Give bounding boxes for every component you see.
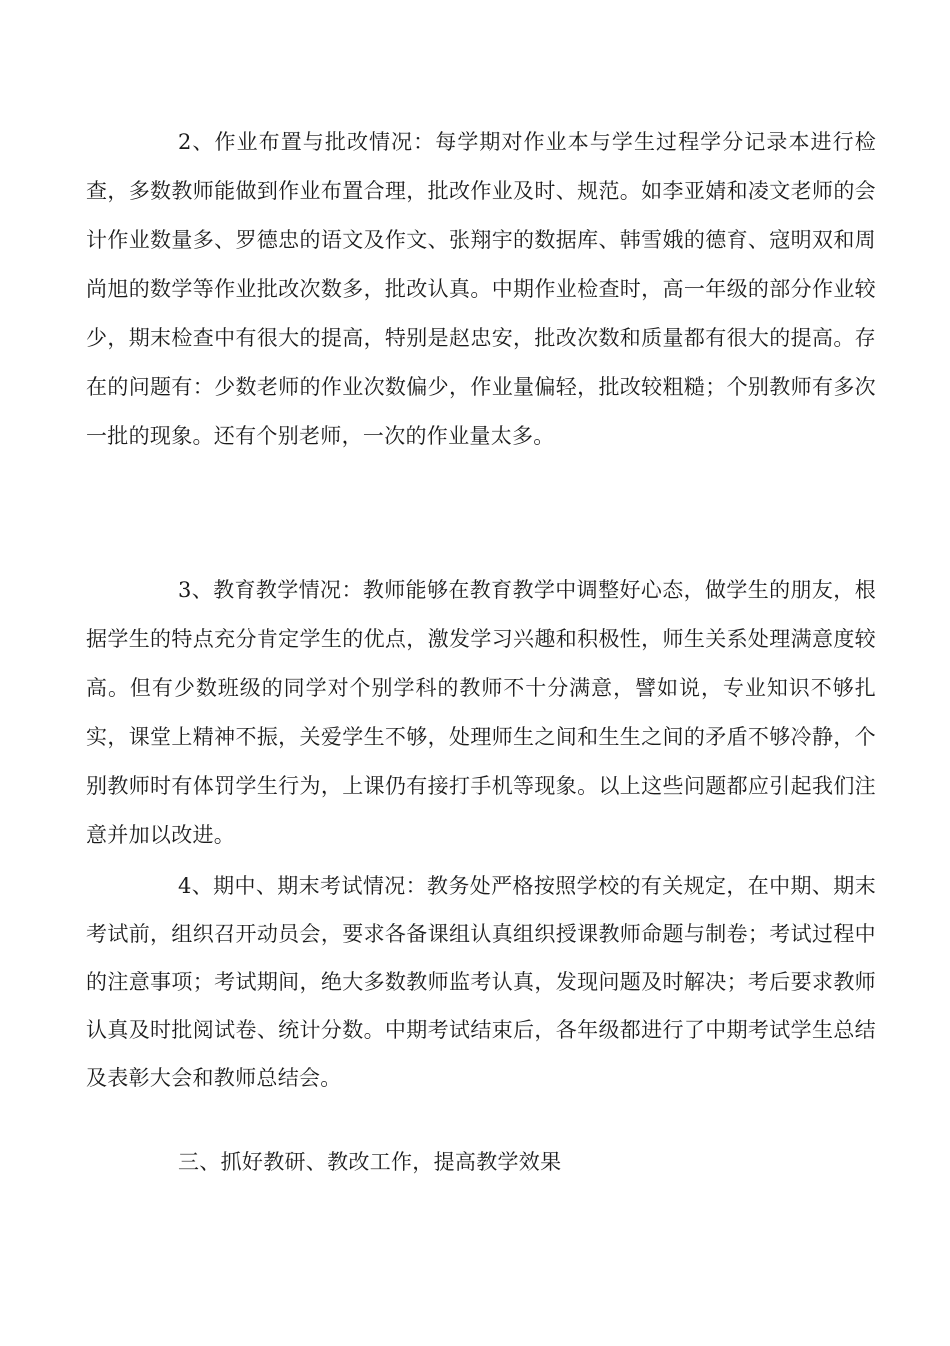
section-heading-research: 三、抓好教研、教改工作，提高教学效果 [178, 1150, 562, 1174]
paragraph-homework: 2、作业布置与批改情况：每学期对作业本与学生过程学分记录本进行检查，多数教师能做到作业布置合理，批改作业及时、规范。如李亚婧和凌文老师的会计作业数量多、罗德忠的语文及作文、张翔宇的数据库、韩雪娥的德育、寇明双和周尚旭的数学等作业批改次数多，批改认真。中期作业检查时，高一年级的部分作业较少，期末检查中有很大的提高，特别是赵忠安，批改次数和质量都有很大的提高。存在的问题有：少数老师的作业次数偏少，作业量偏轻，批改较粗糙；个别教师有多次一批的现象。还有个别老师，一次的作业量太多。 [86, 130, 876, 448]
paragraph-teaching: 3、教育教学情况：教师能够在教育教学中调整好心态，做学生的朋友，根据学生的特点充分肯定学生的优点，激发学习兴趣和积极性，师生关系处理满意度较高。但有少数班级的同学对个别学科的教师不十分满意，譬如说，专业知识不够扎实，课堂上精神不振，关爱学生不够，处理师生之间和生生之间的矛盾不够冷静，个别教师时有体罚学生行为，上课仍有接打手机等现象。以上这些问题都应引起我们注意并加以改进。 [86, 578, 876, 847]
paragraph-exams: 4、期中、期末考试情况：教务处严格按照学校的有关规定，在中期、期末考试前，组织召开动员会，要求各备课组认真组织授课教师命题与制卷；考试过程中的注意事项；考试期间，绝大多数教师监考认真，发现问题及时解决；考后要求教师认真及时批阅试卷、统计分数。中期考试结束后，各年级都进行了中期考试学生总结及表彰大会和教师总结会。 [86, 874, 876, 1090]
